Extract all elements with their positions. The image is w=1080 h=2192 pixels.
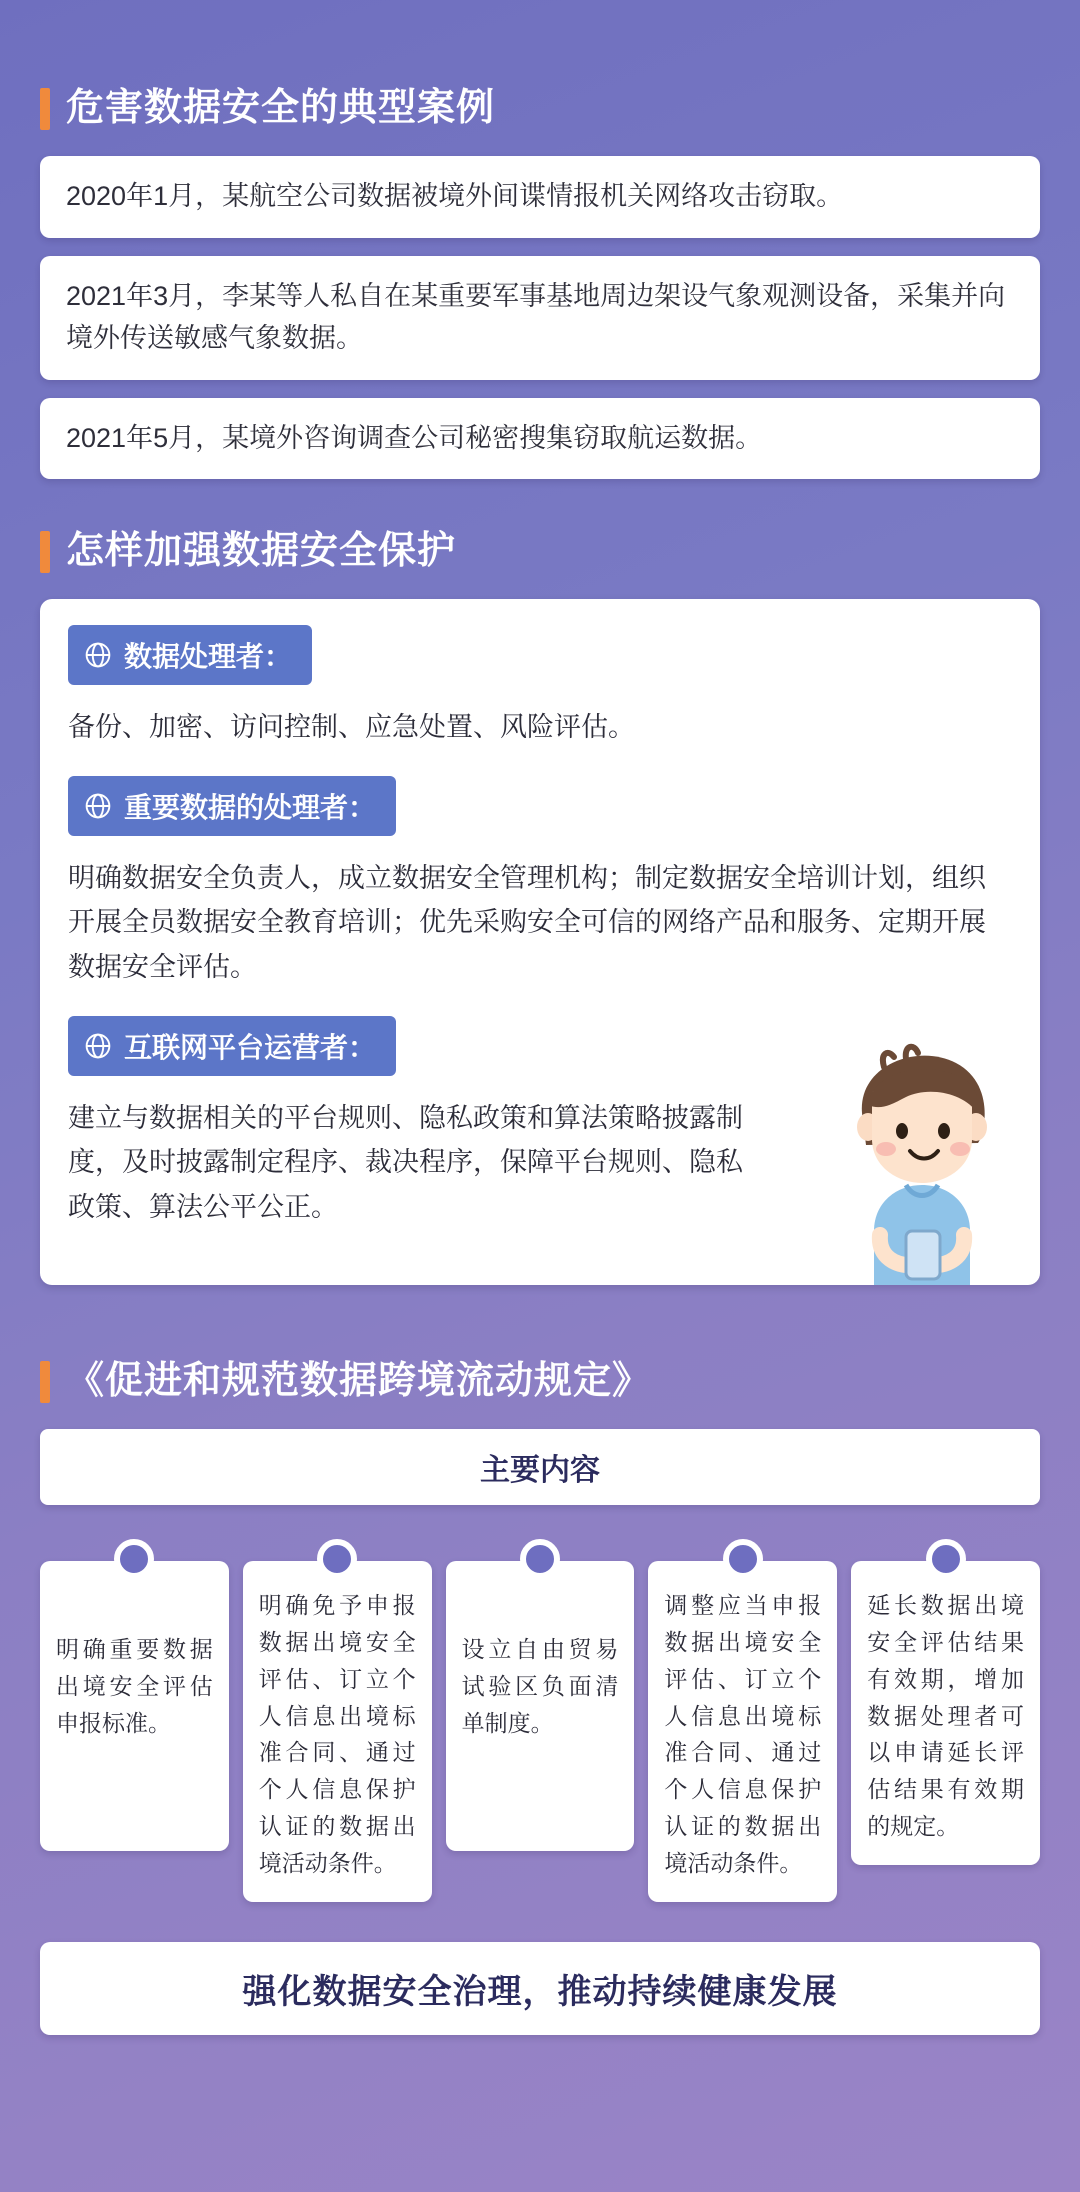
globe-icon	[84, 641, 112, 669]
protection-group-tag-label: 互联网平台运营者：	[124, 1031, 377, 1063]
column-dot-marker	[926, 1539, 966, 1579]
column-dot-marker	[723, 1539, 763, 1579]
regulation-column-text: 调整应当申报数据出境安全评估、订立个人信息出境标准合同、通过个人信息保护认证的数据出境活动条件。	[648, 1561, 837, 1901]
cases-section-title: 危害数据安全的典型案例	[66, 87, 496, 130]
regulation-column	[40, 1539, 229, 1851]
protection-group-text: 建立与数据相关的平台规则、隐私政策和算法策略披露制度，及时披露制定程序、裁决程序，保障平台规则、隐私政策、算法公平公正。	[68, 1102, 743, 1222]
protection-section-header	[40, 531, 1040, 573]
regulation-column	[446, 1539, 635, 1851]
globe-icon	[84, 1032, 112, 1060]
protection-group-tag-label: 重要数据的处理者：	[124, 791, 377, 823]
protection-group-text: 明确数据安全负责人，成立数据安全管理机构；制定数据安全培训计划，组织开展全员数据安全教育培训；优先采购安全可信的网络产品和服务、定期开展数据安全评估。	[68, 862, 986, 983]
regulation-column-text: 明确免予申报数据出境安全评估、订立个人信息出境标准合同、通过个人信息保护认证的数据出境活动条件。	[243, 1561, 432, 1901]
regulation-column	[851, 1539, 1040, 1865]
regulation-column-text: 设立自由贸易试验区负面清单制度。	[446, 1561, 635, 1851]
regulation-column	[243, 1539, 432, 1901]
case-item: 2021年5月，某境外咨询调查公司秘密搜集窃取航运数据。	[40, 398, 1040, 480]
column-dot-marker	[317, 1539, 357, 1579]
cases-section-header	[40, 88, 1040, 130]
protection-panel	[40, 599, 1040, 1285]
footer-slogan: 强化数据安全治理，推动持续健康发展	[40, 1942, 1040, 2035]
regulation-column-text: 延长数据出境安全评估结果有效期，增加数据处理者可以申请延长评估结果有效期的规定。	[851, 1561, 1040, 1865]
globe-icon	[84, 792, 112, 820]
protection-group-tag	[68, 1016, 396, 1076]
column-dot-marker	[520, 1539, 560, 1579]
case-item: 2020年1月，某航空公司数据被境外间谍情报机关网络攻击窃取。	[40, 156, 1040, 238]
accent-bar	[40, 531, 50, 573]
regulation-columns	[40, 1539, 1040, 1901]
protection-section-title: 怎样加强数据安全保护	[66, 530, 457, 573]
boy-with-phone-illustration	[810, 1035, 1030, 1285]
protection-group-tag	[68, 625, 312, 685]
protection-group-text: 备份、加密、访问控制、应急处置、风险评估。	[68, 712, 635, 743]
regulation-section-header	[40, 1361, 1040, 1403]
regulation-subtitle: 主要内容	[40, 1429, 1040, 1505]
regulation-column	[648, 1539, 837, 1901]
protection-group-tag-label: 数据处理者：	[124, 641, 293, 673]
column-dot-marker	[114, 1539, 154, 1579]
protection-group-tag	[68, 776, 396, 836]
accent-bar	[40, 1361, 50, 1403]
case-item: 2021年3月，李某等人私自在某重要军事基地周边架设气象观测设备，采集并向境外传送敏感气象数据。	[40, 256, 1040, 380]
regulation-column-text: 明确重要数据出境安全评估申报标准。	[40, 1561, 229, 1851]
accent-bar	[40, 88, 50, 130]
regulation-section-title: 《促进和规范数据跨境流动规定》	[66, 1360, 652, 1403]
